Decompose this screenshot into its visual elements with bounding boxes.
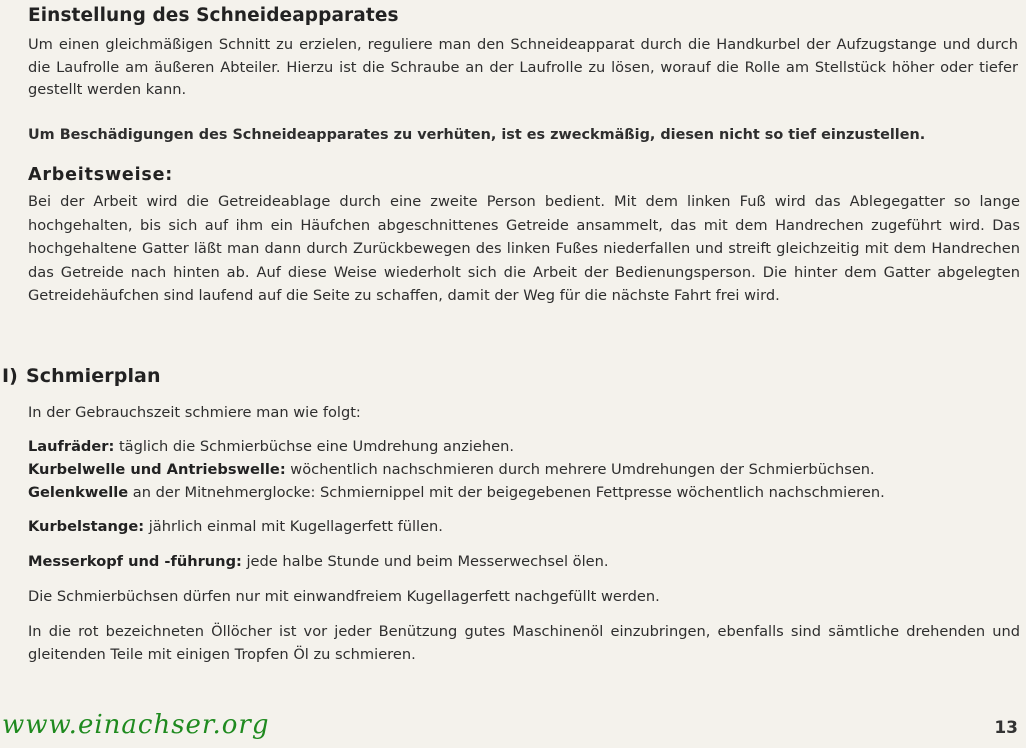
note-oil: In die rot bezeichneten Öllöcher ist vor jeder Benützung gutes Maschinenöl einzubringen, ebenfalls sind sämtliche drehenden und gleitenden Teile mit einigen Tropfen Öl zu schmieren. <box>28 622 1020 663</box>
list-item <box>28 459 1020 482</box>
item-term: Gelenkwelle <box>28 483 129 501</box>
schmierplan-intro: In der Gebrauchszeit schmiere man wie folgt: <box>28 404 361 421</box>
item-term: Kurbelwelle und Antriebswelle: <box>28 460 286 478</box>
section-title: Schmierplan <box>26 365 161 387</box>
schmierplan-list <box>28 436 1020 666</box>
item-term: Laufräder: <box>28 438 115 455</box>
item-term: Messerkopf und -führung: <box>28 553 242 571</box>
item-text: täglich die Schmierbüchse eine Umdrehung anziehen. <box>114 438 515 455</box>
heading-arbeitsweise: Arbeitsweise: <box>28 165 174 185</box>
item-text: an der Mitnehmerglocke: Schmiernippel mit der beigegebenen Fettpresse wöchentlich nachschmieren. <box>128 483 885 501</box>
list-item <box>28 436 1020 459</box>
heading-schmierplan <box>2 365 161 387</box>
item-text: wöchentlich nachschmieren durch mehrere Umdrehungen der Schmierbüchsen. <box>285 460 875 478</box>
heading-einstellung: Einstellung des Schneideapparates <box>28 5 399 26</box>
item-term: Kurbelstange: <box>28 518 145 536</box>
list-item <box>28 551 1020 574</box>
paragraph-einstellung: Um einen gleichmäßigen Schnitt zu erzielen, reguliere man den Schneideapparat durch die Handkurbel der Aufzugstange und durch die Laufrolle am äußeren Abteiler. Hierzu ist die Schraube an der Laufrolle zu lösen, worauf die Rolle am Stellstück höher oder tiefer gestellt werden kann. <box>28 36 1018 98</box>
item-text: jede halbe Stunde und beim Messerwechsel ölen. <box>241 553 609 571</box>
warning-einstellung: Um Beschädigungen des Schneideapparates zu verhüten, ist es zweckmäßig, diesen nicht so tief einzustellen. <box>28 127 926 143</box>
list-item <box>28 516 1020 539</box>
paragraph-arbeitsweise: Bei der Arbeit wird die Getreideablage durch eine zweite Person bedient. Mit dem linken Fuß wird das Ablegegatter so lange hochgehalten, bis sich auf ihm ein Häufchen abgeschnittenes Getreide ansammelt, das mit dem Handrechen zugeführt wird. Das hochgehaltene Gatter läßt man dann durch Zurückbewegen des linken Fußes niederfallen und streift gleichzeitig mit dem Handrechen das Getreide nach hinten ab. Auf diese Weise wiederholt sich die Arbeit der Bedienungsperson. Die hinter dem Gatter abgelegten Getreidehäufchen sind laufend auf die Seite zu schaffen, damit der Weg für die nächste Fahrt frei wird. <box>28 193 1020 305</box>
note-grease: Die Schmierbüchsen dürfen nur mit einwandfreiem Kugellagerfett nachgefüllt werden. <box>28 587 660 605</box>
section-letter: I) <box>2 365 18 387</box>
watermark-link: www.einachser.org <box>2 710 270 740</box>
page-number: 13 <box>994 718 1018 738</box>
item-text: jährlich einmal mit Kugellagerfett füllen. <box>144 518 443 536</box>
list-item <box>28 482 1020 505</box>
